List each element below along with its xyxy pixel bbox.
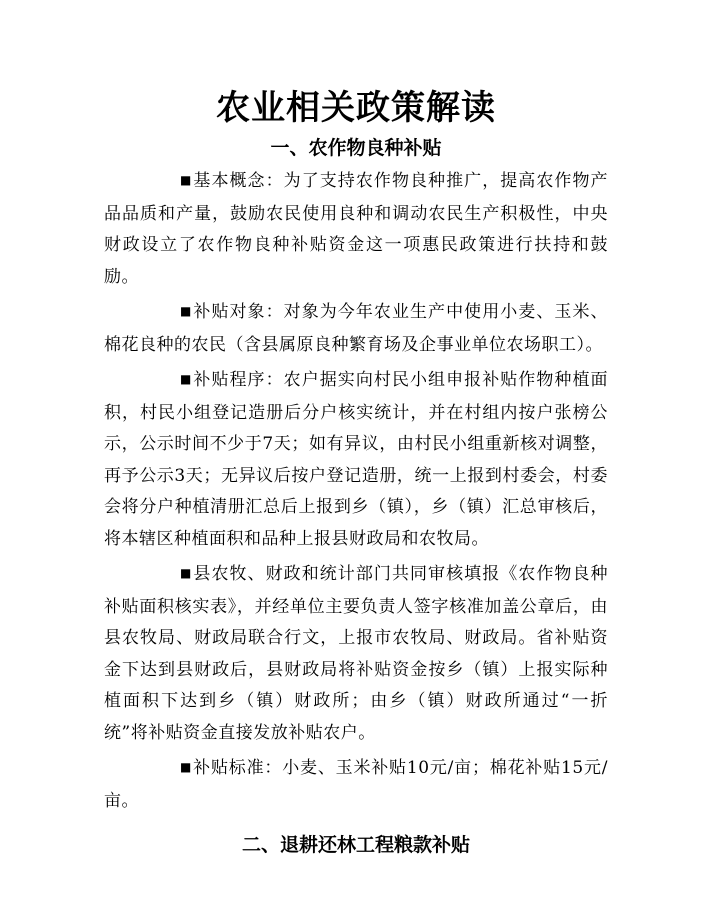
square-bullet-icon: ■ <box>180 566 192 580</box>
paragraph-text: 补贴对象：对象为今年农业生产中使用小麦、玉米、棉花良种的农民（含县属原良种繁育场及企事业单位农场职工）。 <box>104 302 608 355</box>
square-bullet-icon: ■ <box>180 173 192 187</box>
paragraph-subsidy-procedure <box>104 365 608 555</box>
paragraph-county-review <box>104 559 608 749</box>
paragraph-text: 县农牧、财政和统计部门共同审核填报《农作物良种补贴面积核实表》，并经单位主要负责人签字核准加盖公章后，由县农牧局、财政局联合行文，上报市农牧局、财政局。省补贴资金下达到县财政后，县财政局将补贴资金按乡（镇）上报实际种植面积下达到乡（镇）财政所；由乡（镇）财政所通过“一折统”将补贴资金直接发放补贴农户。 <box>104 564 608 743</box>
paragraph-subsidy-target <box>104 297 608 361</box>
section-heading-reforestation-subsidy: 二、退耕还林工程粮款补贴 <box>241 834 470 856</box>
paragraph-subsidy-standard <box>104 753 608 817</box>
paragraph-text: 补贴程序：农户据实向村民小组申报补贴作物种植面积，村民小组登记造册后分户核实统计，并在村组内按户张榜公示，公示时间不少于7天；如有异议，由村民小组重新核对调整，再予公示3天；无异议后按户登记造册，统一上报到村委会，村委会将分户种植清册汇总后上报到乡（镇），乡（镇）汇总审核后，将本辖区种植面积和品种上报县财政局和农牧局。 <box>104 370 608 549</box>
section-heading-seed-subsidy: 一、农作物良种补贴 <box>270 137 442 159</box>
paragraph-text: 补贴标准：小麦、玉米补贴10元/亩；棉花补贴15元/亩。 <box>104 758 608 811</box>
square-bullet-icon: ■ <box>180 372 192 386</box>
paragraph-basic-concept <box>104 166 608 293</box>
paragraph-text: 基本概念：为了支持农作物良种推广，提高农作物产品品质和产量，鼓励农民使用良种和调动农民生产积极性，中央财政设立了农作物良种补贴资金这一项惠民政策进行扶持和鼓励。 <box>104 171 608 287</box>
document-title: 农业相关政策解读 <box>216 88 496 128</box>
square-bullet-icon: ■ <box>180 760 192 774</box>
square-bullet-icon: ■ <box>180 304 192 318</box>
